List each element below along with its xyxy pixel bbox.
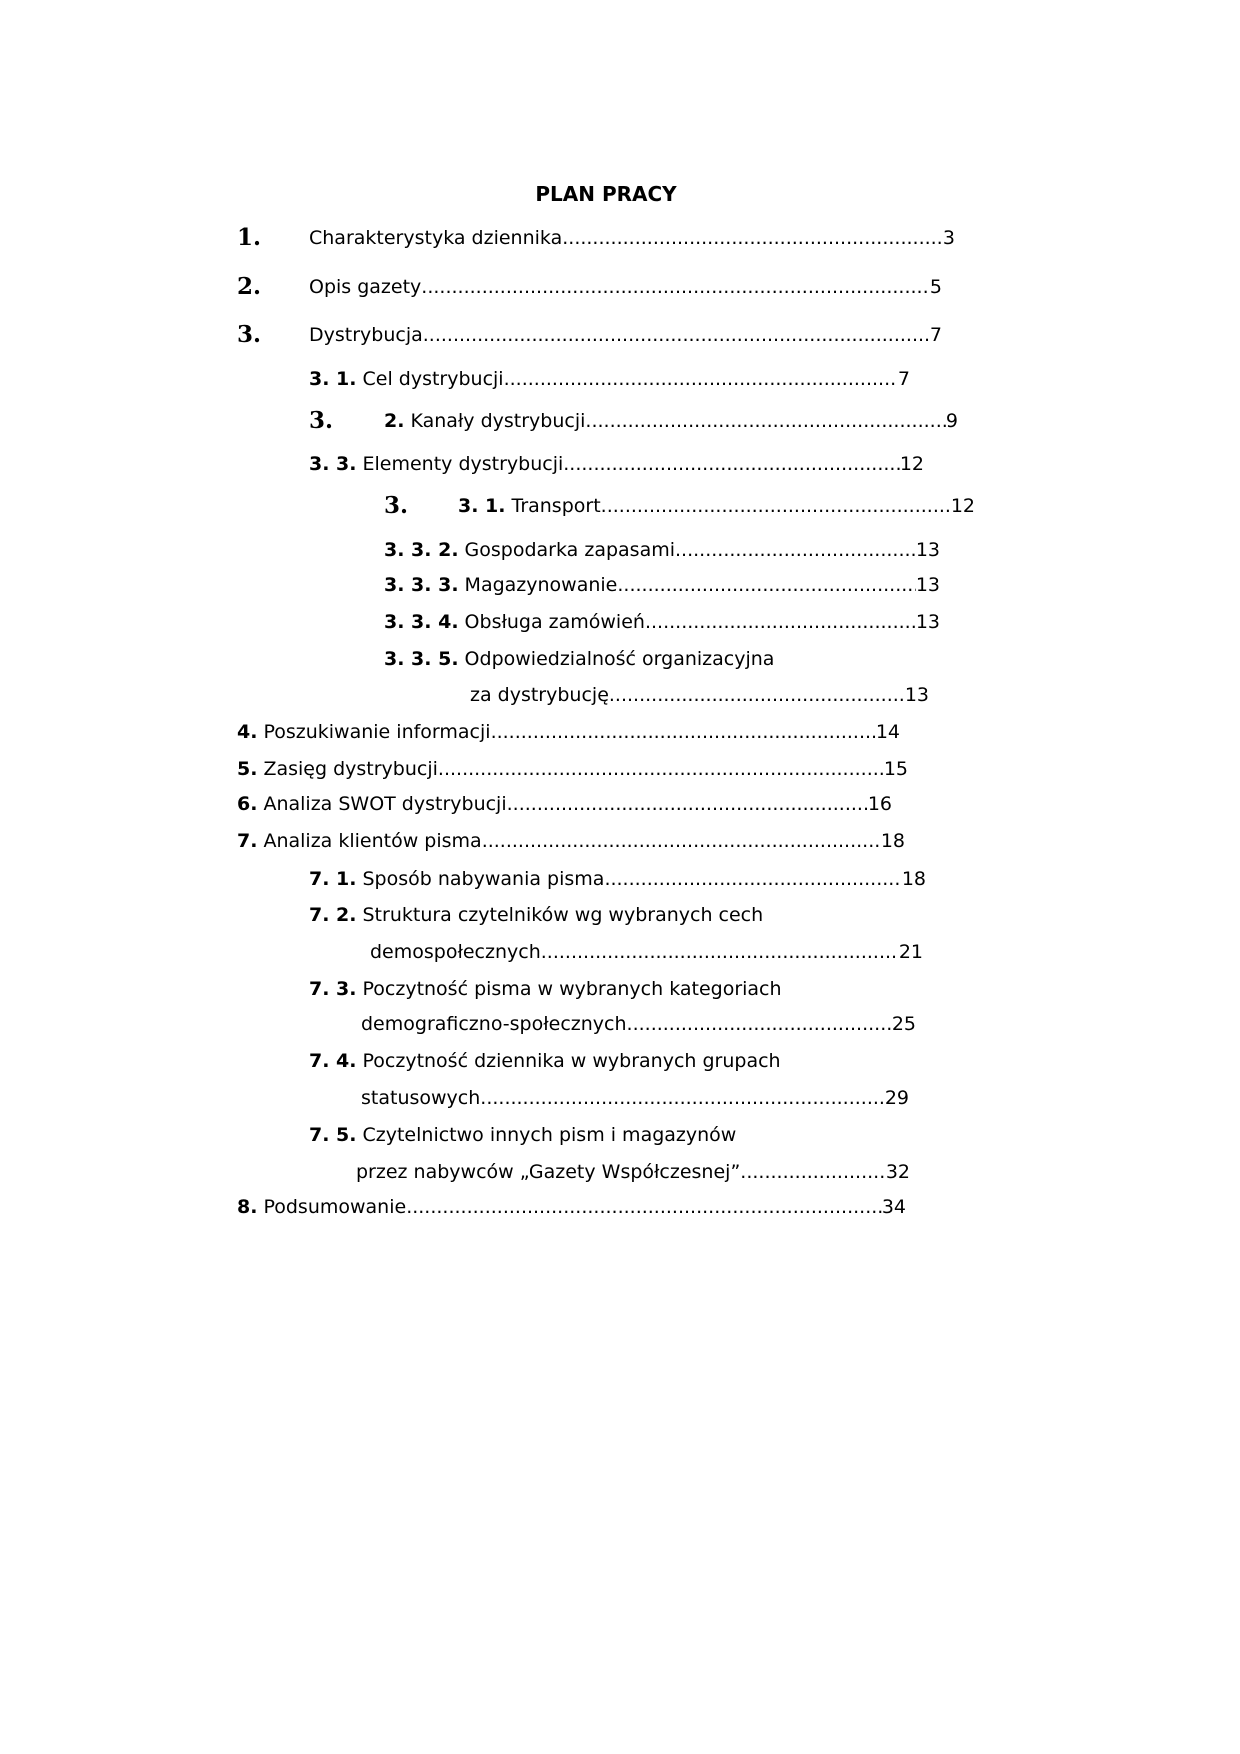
toc-entry[interactable] xyxy=(309,1122,926,1148)
toc-entry[interactable] xyxy=(384,537,940,563)
dot-leader xyxy=(491,719,876,745)
entry-title: Dystrybucja xyxy=(309,324,423,346)
entry-title: Analiza klientów pisma xyxy=(263,830,482,852)
entry-number: 7. 1. xyxy=(309,868,357,890)
dot-leader xyxy=(563,451,900,477)
entry-title-line2: za dystrybucję xyxy=(470,684,609,706)
toc-entry[interactable] xyxy=(309,902,926,928)
toc-entry-continuation[interactable] xyxy=(370,939,923,965)
entry-number: 2. xyxy=(237,273,262,300)
entry-number: 8. xyxy=(237,1196,258,1218)
entry-page-number: 32 xyxy=(885,1161,910,1183)
dot-leader xyxy=(562,225,943,251)
dot-leader xyxy=(421,274,930,300)
dot-leader xyxy=(438,756,884,782)
entry-page-number: 29 xyxy=(884,1087,909,1109)
toc-entry-continuation[interactable] xyxy=(361,1011,916,1037)
entry-title: Zasięg dystrybucji xyxy=(263,758,438,780)
entry-title: Cel dystrybucji xyxy=(362,368,504,390)
entry-title: Poczytność pisma w wybranych kategoriach xyxy=(362,978,782,1000)
toc-entry[interactable] xyxy=(237,719,900,745)
entry-title: Podsumowanie xyxy=(263,1196,407,1218)
entry-number: 2. xyxy=(384,410,405,432)
entry-number: 3. 3. 2. xyxy=(384,539,459,561)
toc-entry[interactable] xyxy=(237,1194,906,1220)
entry-page-number: 7 xyxy=(929,324,942,346)
entry-page-number: 13 xyxy=(915,574,940,596)
entry-page-number: 13 xyxy=(904,684,929,706)
dot-leader xyxy=(645,609,916,635)
dot-leader xyxy=(406,1194,882,1220)
entry-page-number: 12 xyxy=(950,495,975,517)
entry-number: 1. xyxy=(237,224,262,251)
entry-title-line2: demograficzno-społecznych xyxy=(361,1013,627,1035)
dot-leader xyxy=(541,939,899,965)
entry-number: 7. 2. xyxy=(309,904,357,926)
toc-entry[interactable] xyxy=(384,572,940,598)
entry-title: Opis gazety xyxy=(309,276,422,298)
dot-leader xyxy=(604,866,901,892)
toc-entry[interactable] xyxy=(309,366,910,392)
dot-leader xyxy=(423,322,930,348)
dot-leader xyxy=(627,1011,892,1037)
entry-title: Analiza SWOT dystrybucji xyxy=(263,793,507,815)
entry-number: 3. 1. xyxy=(309,368,357,390)
entry-title-line2: demospołecznych xyxy=(370,941,541,963)
dot-leader xyxy=(504,366,898,392)
entry-number: 5. xyxy=(237,758,258,780)
toc-entry[interactable] xyxy=(384,609,940,635)
entry-number: 6. xyxy=(237,793,258,815)
entry-page-number: 3 xyxy=(942,227,955,249)
entry-page-number: 18 xyxy=(901,868,926,890)
toc-entry[interactable] xyxy=(237,828,905,854)
toc-entry-continuation[interactable] xyxy=(356,1159,910,1185)
entry-title: Charakterystyka dziennika xyxy=(309,227,563,249)
entry-number: 7. 5. xyxy=(309,1124,357,1146)
toc-entry[interactable] xyxy=(309,866,926,892)
entry-number: 3. xyxy=(237,321,262,348)
entry-page-number: 13 xyxy=(915,611,940,633)
toc-entry[interactable] xyxy=(309,451,924,477)
toc-entry[interactable] xyxy=(237,322,942,348)
entry-number: 3. 3. 5. xyxy=(384,648,459,670)
entry-title: Odpowiedzialność organizacyjna xyxy=(464,648,775,670)
dot-leader xyxy=(740,1159,886,1185)
entry-title: Magazynowanie xyxy=(464,574,618,596)
entry-title: Poczytność dziennika w wybranych grupach xyxy=(362,1050,781,1072)
dot-leader xyxy=(609,682,905,708)
dot-leader xyxy=(507,791,868,817)
entry-page-number: 21 xyxy=(898,941,923,963)
entry-page-number: 14 xyxy=(875,721,900,743)
toc-entry[interactable] xyxy=(309,976,926,1002)
entry-title: Czytelnictwo innych pism i magazynów xyxy=(362,1124,737,1146)
entry-title: Poszukiwanie informacji xyxy=(263,721,491,743)
entry-number-prefix: 3. xyxy=(384,492,409,519)
entry-title: Kanały dystrybucji xyxy=(410,410,586,432)
entry-page-number: 7 xyxy=(897,368,910,390)
dot-leader xyxy=(482,828,881,854)
entry-number: 7. 4. xyxy=(309,1050,357,1072)
entry-number: 3. 3. xyxy=(309,453,357,475)
entry-page-number: 15 xyxy=(883,758,908,780)
entry-title: Gospodarka zapasami xyxy=(464,539,675,561)
page-title: PLAN PRACY xyxy=(535,182,677,206)
toc-entry[interactable] xyxy=(237,225,955,251)
toc-entry[interactable] xyxy=(384,646,940,672)
toc-entry[interactable] xyxy=(237,791,892,817)
entry-page-number: 5 xyxy=(929,276,942,298)
entry-title-line2: statusowych xyxy=(361,1087,481,1109)
toc-entry[interactable] xyxy=(309,1048,926,1074)
toc-entry[interactable] xyxy=(237,274,942,300)
entry-title: Struktura czytelników wg wybranych cech xyxy=(362,904,764,926)
dot-leader xyxy=(585,408,946,434)
entry-page-number: 16 xyxy=(867,793,892,815)
entry-page-number: 18 xyxy=(880,830,905,852)
toc-entry[interactable] xyxy=(309,408,958,434)
toc-entry[interactable] xyxy=(384,493,975,519)
entry-number-prefix: 3. xyxy=(309,407,334,434)
entry-title: Obsługa zamówień xyxy=(464,611,645,633)
entry-page-number: 9 xyxy=(945,410,958,432)
entry-number: 3. 1. xyxy=(458,495,506,517)
entry-page-number: 34 xyxy=(881,1196,906,1218)
entry-title-line2: przez nabywców „Gazety Współczesnej” xyxy=(356,1161,741,1183)
dot-leader xyxy=(480,1085,885,1111)
dot-leader xyxy=(617,572,915,598)
toc-entry-continuation[interactable] xyxy=(470,682,929,708)
entry-number: 3. 3. 3. xyxy=(384,574,459,596)
entry-number: 7. 3. xyxy=(309,978,357,1000)
entry-page-number: 12 xyxy=(899,453,924,475)
dot-leader xyxy=(601,493,951,519)
toc-entry[interactable] xyxy=(237,756,908,782)
entry-title: Elementy dystrybucji xyxy=(362,453,564,475)
toc-entry-continuation[interactable] xyxy=(361,1085,909,1111)
entry-number: 7. xyxy=(237,830,258,852)
entry-number: 4. xyxy=(237,721,258,743)
entry-title: Sposób nabywania pisma xyxy=(362,868,605,890)
entry-page-number: 25 xyxy=(891,1013,916,1035)
entry-page-number: 13 xyxy=(915,539,940,561)
entry-number: 3. 3. 4. xyxy=(384,611,459,633)
dot-leader xyxy=(675,537,916,563)
entry-title: Transport xyxy=(511,495,601,517)
